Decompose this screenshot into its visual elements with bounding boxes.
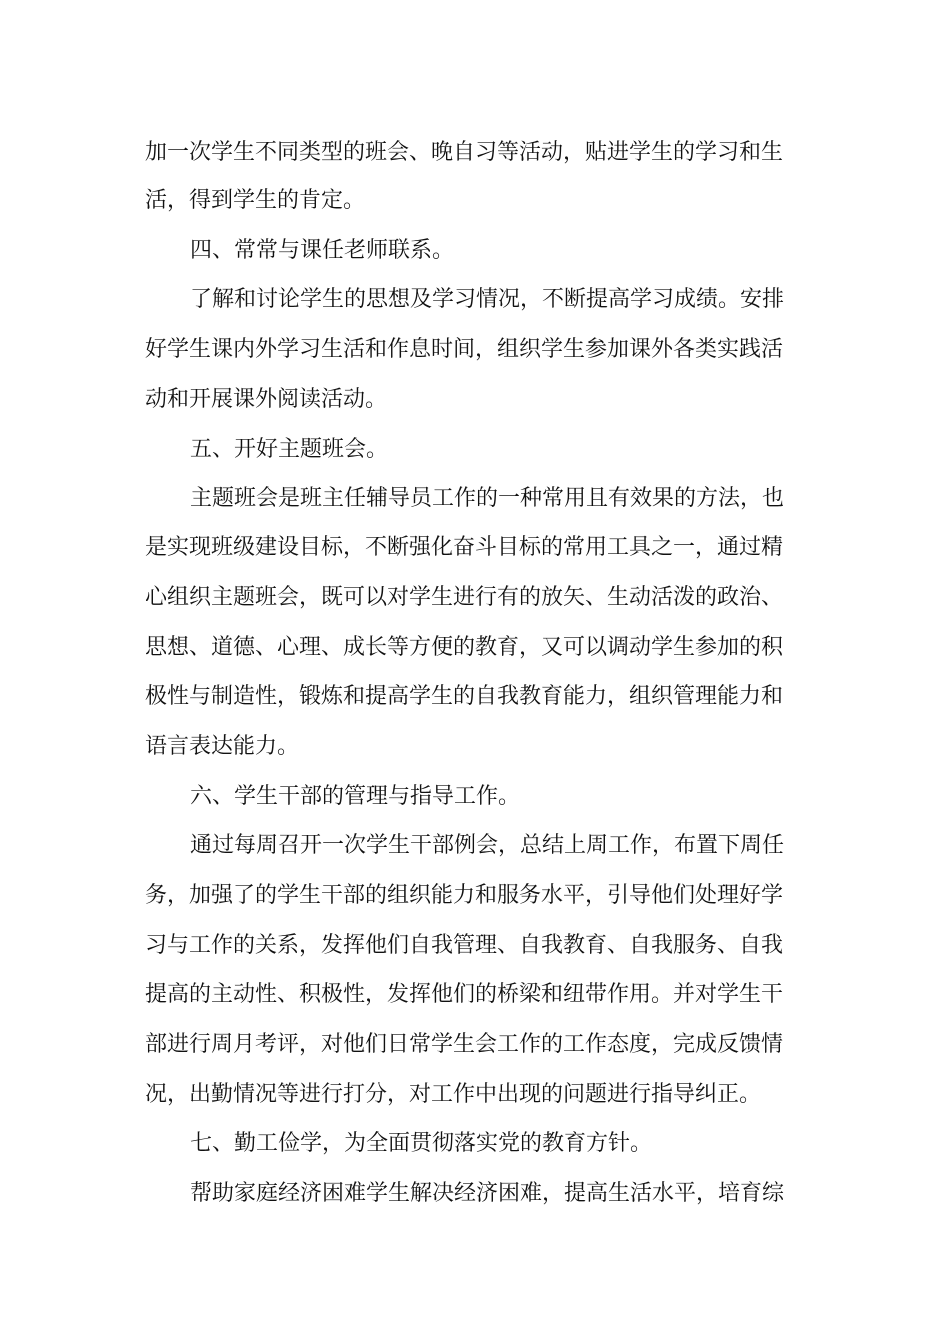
text-line: 极性与制造性，锻炼和提高学生的自我教育能力，组织管理能力和 xyxy=(145,684,784,709)
text-line: 通过每周召开一次学生干部例会，总结上周工作，布置下周任 xyxy=(190,833,785,858)
text-line: 务，加强了的学生干部的组织能力和服务水平，引导他们处理好学 xyxy=(145,883,784,908)
section-heading: 五、开好主题班会。 xyxy=(190,437,389,462)
text-line: 帮助家庭经济困难学生解决经济困难，提高生活水平，培育综 xyxy=(190,1181,785,1206)
section-heading: 七、勤工俭学，为全面贯彻落实党的教育方针。 xyxy=(190,1131,653,1156)
text-line: 思想、道德、心理、成长等方便的教育，又可以调动学生参加的积 xyxy=(145,635,784,660)
text-line: 习与工作的关系，发挥他们自我管理、自我教育、自我服务、自我 xyxy=(145,933,784,958)
text-line: 动和开展课外阅读活动。 xyxy=(145,387,388,412)
section-heading: 六、学生干部的管理与指导工作。 xyxy=(190,784,521,809)
text-line: 主题班会是班主任辅导员工作的一种常用且有效果的方法，也 xyxy=(190,486,785,511)
section-heading: 四、常常与课任老师联系。 xyxy=(190,238,455,263)
text-line: 语言表达能力。 xyxy=(145,734,300,759)
text-line: 况，出勤情况等进行打分，对工作中出现的问题进行指导纠正。 xyxy=(145,1082,762,1107)
text-line: 加一次学生不同类型的班会、晚自习等活动，贴进学生的学习和生 xyxy=(145,140,784,165)
text-line: 了解和讨论学生的思想及学习情况，不断提高学习成绩。安排 xyxy=(190,287,785,312)
text-line: 是实现班级建设目标，不断强化奋斗目标的常用工具之一，通过精 xyxy=(145,535,784,560)
text-line: 好学生课内外学习生活和作息时间，组织学生参加课外各类实践活 xyxy=(145,337,784,362)
text-line: 心组织主题班会，既可以对学生进行有的放矢、生动活泼的政治、 xyxy=(145,585,784,610)
text-line: 部进行周月考评，对他们日常学生会工作的工作态度，完成反馈情 xyxy=(145,1032,784,1057)
text-line: 活，得到学生的肯定。 xyxy=(145,188,366,213)
text-line: 提高的主动性、积极性，发挥他们的桥梁和纽带作用。并对学生干 xyxy=(145,982,784,1007)
